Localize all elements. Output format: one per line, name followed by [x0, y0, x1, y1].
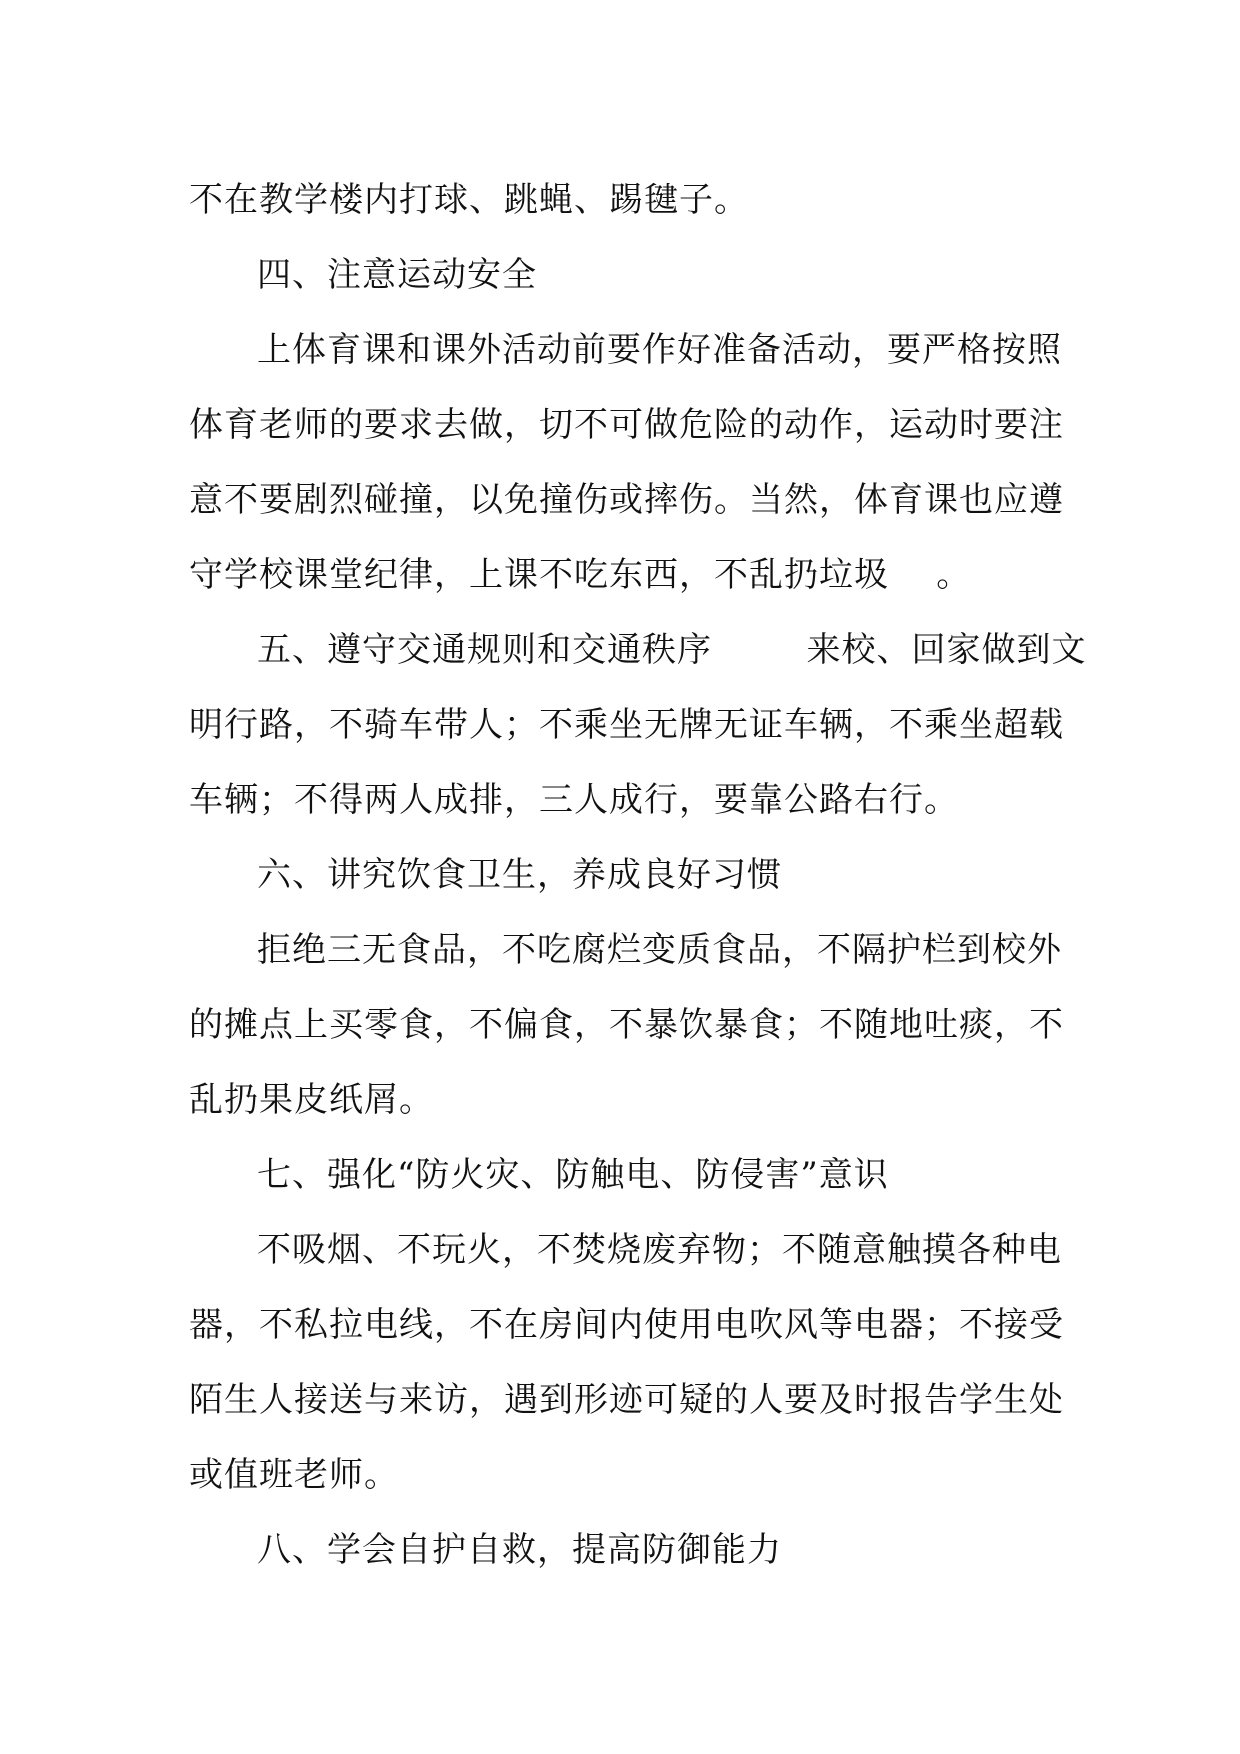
section-heading-6: 六、讲究饮食卫生，养成良好习惯 — [257, 855, 782, 895]
paragraph-line: 的摊点上买零食，不偏食，不暴饮暴食；不随地吐痰，不 — [189, 1005, 1064, 1045]
section-heading-5: 五、遵守交通规则和交通秩序 来校、回家做到文 — [257, 630, 1087, 670]
section-heading-7: 七、强化“防火灾、防触电、防侵害”意识 — [257, 1155, 889, 1195]
paragraph-line: 守学校课堂纪律，上课不吃东西，不乱扔垃圾 。 — [189, 555, 972, 595]
paragraph-line: 上体育课和课外活动前要作好准备活动，要严格按照 — [257, 330, 1062, 370]
paragraph-line: 车辆；不得两人成排，三人成行，要靠公路右行。 — [189, 780, 959, 820]
paragraph-line: 体育老师的要求去做，切不可做危险的动作，运动时要注 — [189, 405, 1064, 445]
paragraph-line: 不在教学楼内打球、跳蝇、踢毽子。 — [189, 180, 749, 220]
section-heading-8: 八、学会自护自救，提高防御能力 — [257, 1530, 782, 1570]
paragraph-line: 明行路，不骑车带人；不乘坐无牌无证车辆，不乘坐超载 — [189, 705, 1064, 745]
paragraph-line: 不吸烟、不玩火，不焚烧废弃物；不随意触摸各种电 — [257, 1230, 1062, 1270]
section-heading-4: 四、注意运动安全 — [257, 255, 537, 295]
paragraph-line: 乱扔果皮纸屑。 — [189, 1080, 434, 1120]
paragraph-line: 意不要剧烈碰撞，以免撞伤或摔伤。当然，体育课也应遵 — [189, 480, 1064, 520]
paragraph-line: 器，不私拉电线，不在房间内使用电吹风等电器；不接受 — [189, 1305, 1064, 1345]
paragraph-line: 陌生人接送与来访，遇到形迹可疑的人要及时报告学生处 — [189, 1380, 1064, 1420]
paragraph-line: 拒绝三无食品，不吃腐烂变质食品，不隔护栏到校外 — [257, 930, 1062, 970]
paragraph-line: 或值班老师。 — [189, 1455, 399, 1495]
